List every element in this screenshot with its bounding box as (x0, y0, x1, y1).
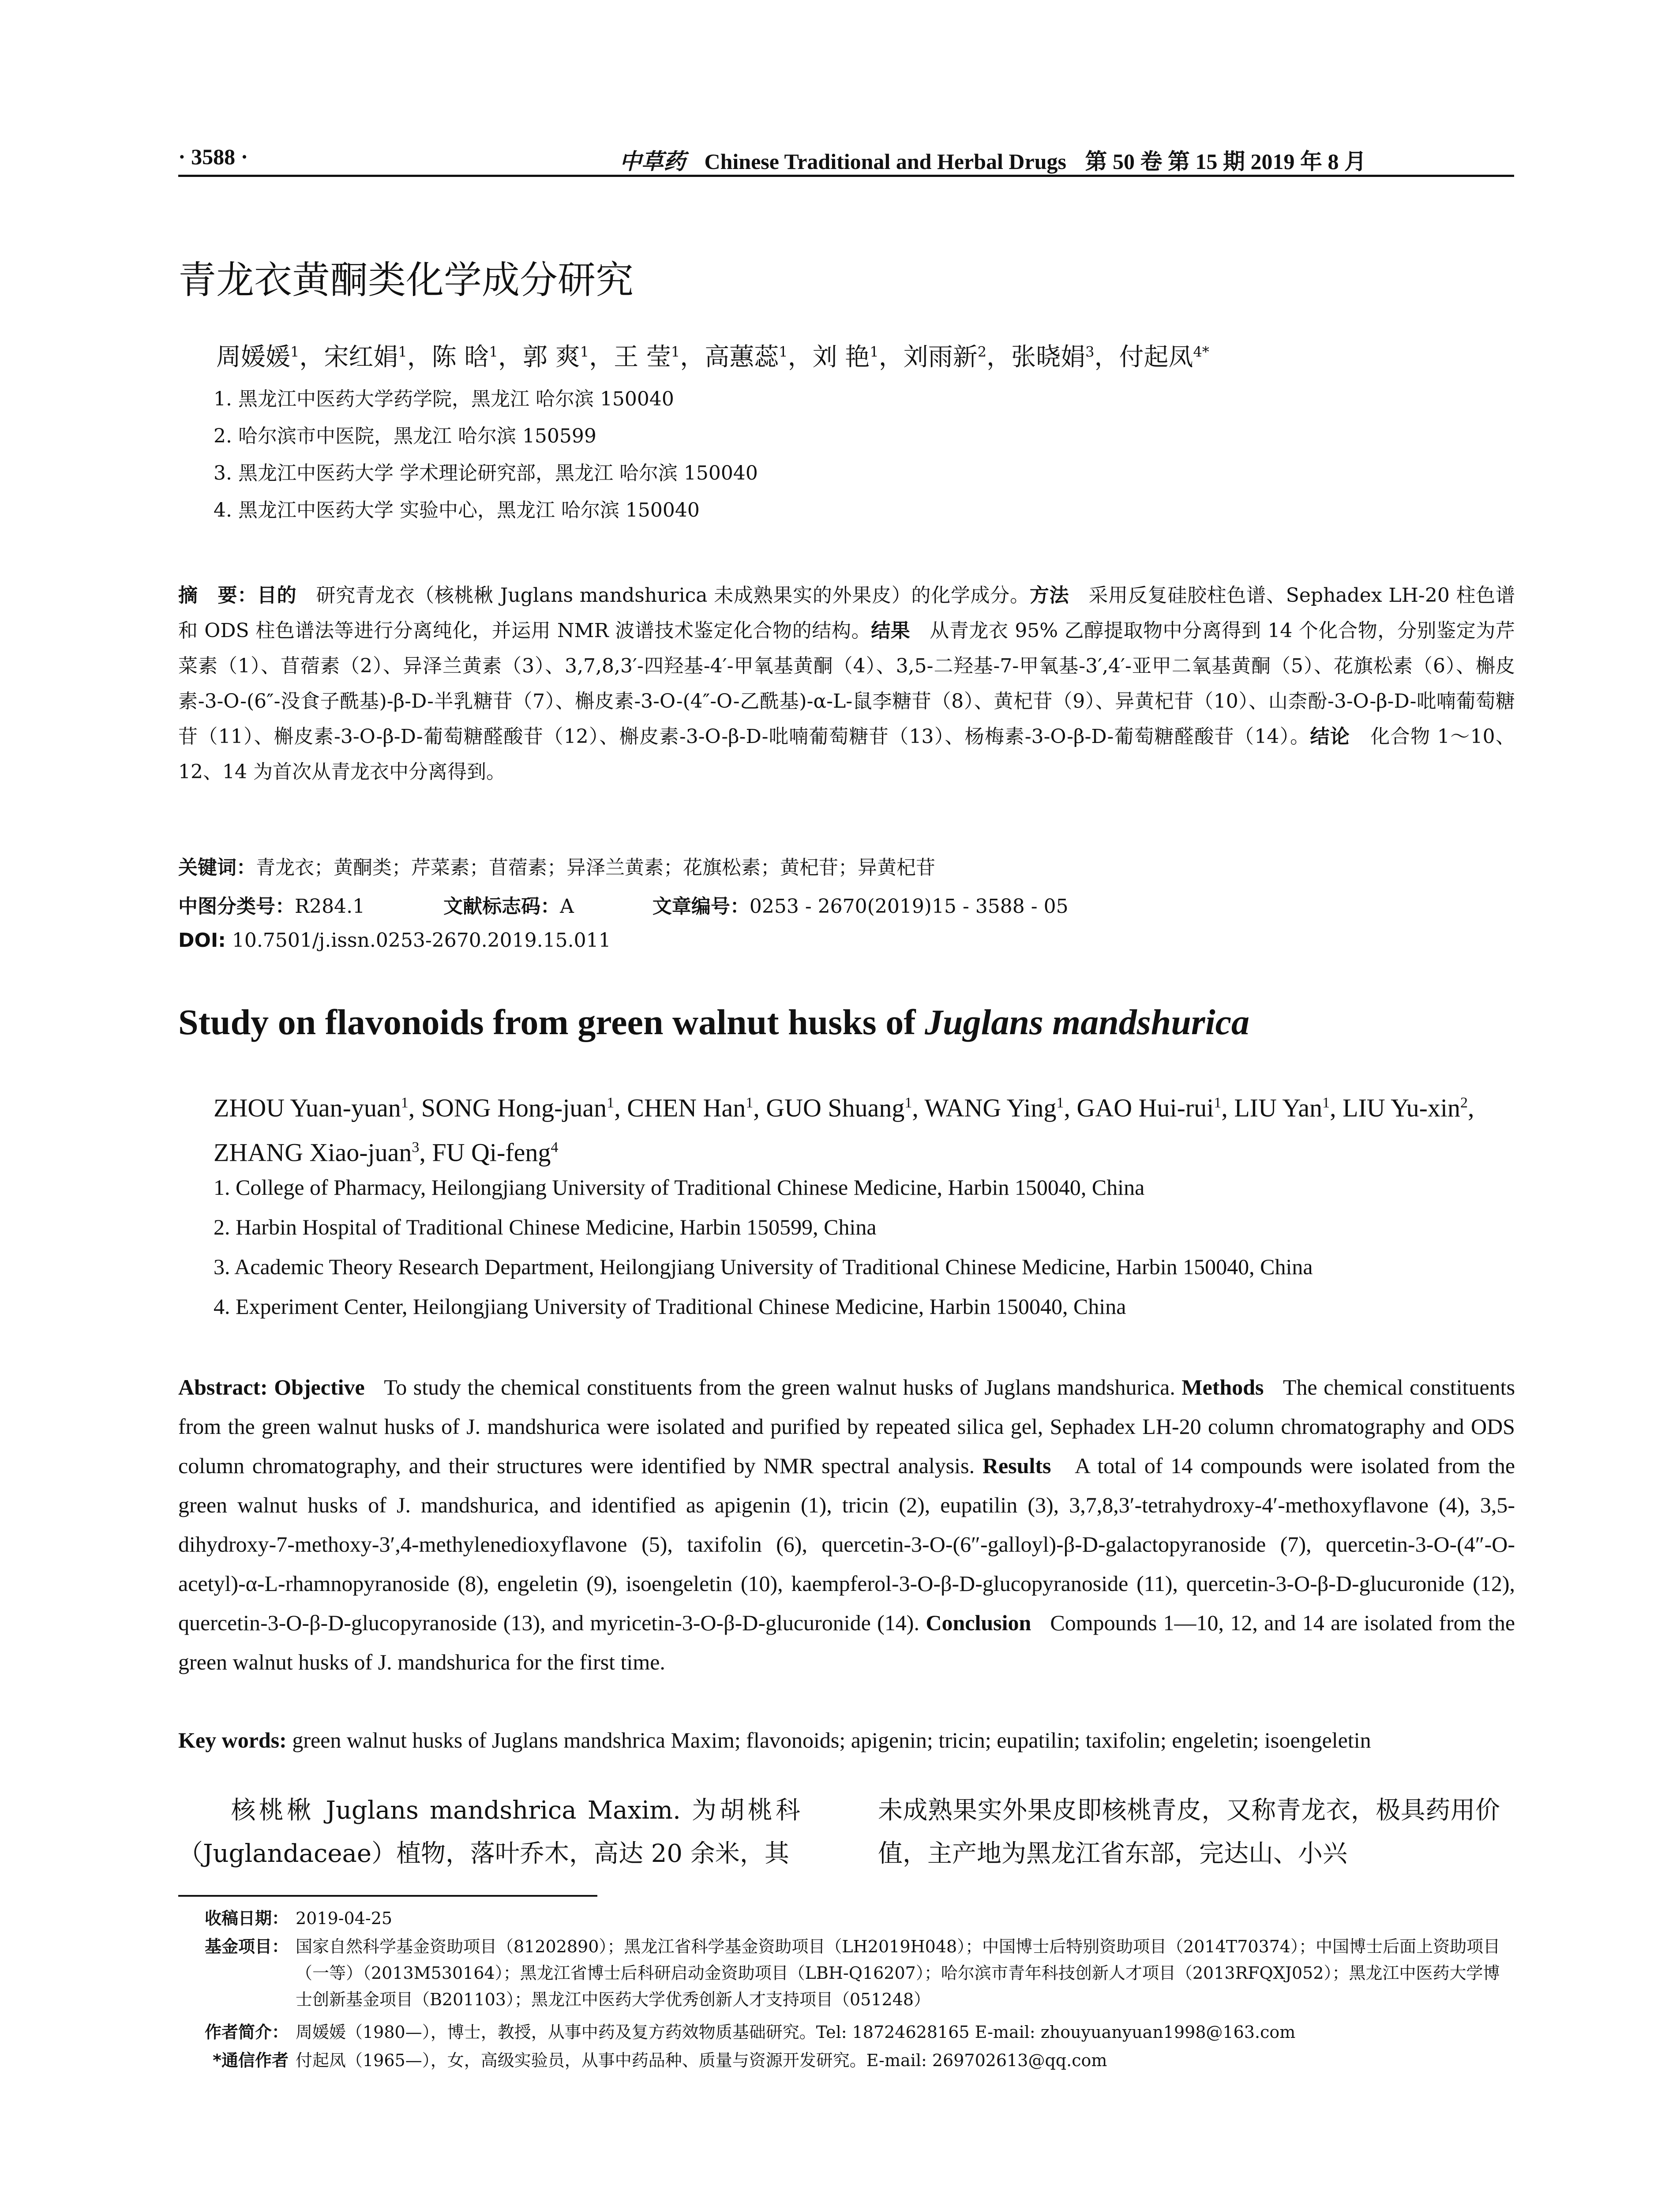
title-cn: 青龙衣黄酮类化学成分研究 (178, 258, 634, 302)
doi-label: DOI: (178, 929, 226, 952)
methods-label: 方法 (1029, 584, 1069, 607)
en-author-affiliation-mark: 1 (1214, 1095, 1222, 1111)
affiliation-en-3: 3. Academic Theory Research Department, Heilongjiang University of Traditional Chinese Medicine, Harbin 150040, China (214, 1254, 1313, 1279)
en-author: GUO Shuang (766, 1093, 905, 1122)
body-right-text: 未成熟果实外果皮即核桃青皮，又称青龙衣，极具药用价值，主产地为黑龙江省东部，完达山、小兴 (878, 1796, 1500, 1868)
cn-author-affiliation-mark: 4* (1193, 343, 1209, 360)
issue-info: 第 50 卷 第 15 期 2019 年 8 月 (1085, 149, 1366, 174)
cn-author: 张晓娟 (1011, 343, 1086, 371)
received-value: 2019-04-25 (296, 1909, 393, 1928)
author-bio-value: 周媛媛（1980—），博士，教授，从事中药及复方药效物质基础研究。Tel: 18724628165 E-mail: zhouyuanyuan1998@163.com (296, 2022, 1296, 2042)
journal-name-cn: 中草药 (619, 148, 686, 174)
en-author: LIU Yan (1234, 1093, 1323, 1122)
en-author-affiliation-mark: 1 (1322, 1095, 1330, 1111)
journal-info (619, 144, 1366, 176)
en-author: ZHOU Yuan-yuan (214, 1093, 401, 1122)
results-text: 从青龙衣 95% 乙醇提取物中分离得到 14 个化合物，分别鉴定为芹菜素（1）、苜蓿素（2）、异泽兰黄素（3）、3,7,8,3′-四羟基-4′-甲氧基黄酮（4）、3,5-二羟基-7-甲氧基-3′,4′-亚甲二氧基黄酮（5）、花旗松素（6）、槲皮素-3-O-(6″-没食子酰基)-β-D-半乳糖苷（7）、槲皮素-3-O-(4″-O-乙酰基)-α-L-鼠李糖苷（8）、黄杞苷（9）、异黄杞苷（10）、山柰酚-3-O-β-D-吡喃葡萄糖苷（11）、槲皮素-3-O-β-D-葡萄糖醛酸苷（12）、槲皮素-3-O-β-D-吡喃葡萄糖苷（13）、杨梅素-3-O-β-D-葡萄糖醛酸苷（14）。 (178, 619, 1515, 748)
keywords-cn (178, 852, 935, 880)
cn-author: 王 莹 (614, 343, 671, 371)
doc-code-value: A (560, 895, 574, 918)
keywords-en-label: Key words: (178, 1728, 287, 1752)
cn-author: 宋红娟 (324, 343, 398, 371)
footnote-corresponding (178, 2047, 1515, 2074)
classification-line (178, 890, 1069, 919)
methods-en-label: Methods (1181, 1375, 1264, 1399)
footnote-rule (178, 1895, 597, 1897)
conclusion-label: 结论 (1310, 725, 1350, 748)
cn-author: 高蕙蕊 (705, 343, 779, 371)
en-author-affiliation-mark: 1 (607, 1095, 615, 1111)
funding-value: 国家自然科学基金资助项目（81202890）；黑龙江省科学基金资助项目（LH2019H048）；中国博士后特别资助项目（2014T70374）；中国博士后面上资助项目（一等）（2013M530164）；黑龙江省博士后科研启动金资助项目（LBH-Q16207）；哈尔滨市青年科技创新人才项目（2013RFQXJ052）；黑龙江中医药大学博士创新基金项目（B201103）；黑龙江中医药大学优秀创新人才支持项目（051248） (296, 1937, 1500, 2009)
journal-name-en: Chinese Traditional and Herbal Drugs (704, 149, 1066, 174)
en-author: FU Qi-feng (432, 1138, 551, 1167)
cn-author-affiliation-mark: 1 (779, 343, 788, 360)
title-en-prefix: Study on flavonoids from green walnut husks of (178, 1002, 925, 1042)
keywords-en-text: green walnut husks of Juglans mandshrica Maxim; flavonoids; apigenin; tricin; eupatilin; taxifolin; engeletin; isoengeletin (292, 1728, 1371, 1752)
cn-author-affiliation-mark: 1 (489, 343, 498, 360)
en-author-affiliation-mark: 1 (904, 1095, 912, 1111)
cn-author: 郭 爽 (522, 343, 580, 371)
conclusion-en-label: Conclusion (926, 1610, 1031, 1635)
results-en-text: A total of 14 compounds were isolated from the green walnut husks of J. mandshurica, and identified as apigenin (1), tricin (2), eupatilin (3), 3,7,8,3′-tetrahydroxy-4′-methoxyflavone (4), 3,5-dihydroxy-7-methoxy-3′,4-methylenedioxyflavone (5), taxifolin (6), quercetin-3-O-(6″-galloyl)-β-D-galactopyranoside (7), quercetin-3-O-(4″-O-acetyl)-α-L-rhamnopyranoside (8), engeletin (9), isoengeletin (10), kaempferol-3-O-β-D-glucopyranoside (11), quercetin-3-O-β-D-glucuronide (12), quercetin-3-O-β-D-glucopyranoside (13), and myricetin-3-O-β-D-glucuronide (14). (178, 1453, 1515, 1635)
en-author: SONG Hong-juan (421, 1093, 607, 1122)
cn-author-affiliation-mark: 1 (290, 343, 300, 360)
cn-author: 周媛媛 (216, 343, 290, 371)
footnote-received (178, 1905, 1515, 1932)
article-number-value: 0253 - 2670(2019)15 - 3588 - 05 (749, 895, 1069, 918)
affiliation-cn-3: 3. 黑龙江中医药大学 学术理论研究部，黑龙江 哈尔滨 150040 (214, 462, 758, 484)
cn-author-affiliation-mark: 1 (870, 343, 879, 360)
body-column-left (178, 1789, 800, 1876)
cn-author-affiliation-mark: 2 (977, 343, 987, 360)
abstract-en (178, 1368, 1515, 1682)
cn-author-affiliation-mark: 1 (398, 343, 407, 360)
keywords-cn-text: 青龙衣；黄酮类；芹菜素；苜蓿素；异泽兰黄素；花旗松素；黄杞苷；异黄杞苷 (256, 856, 935, 879)
keywords-en (178, 1721, 1515, 1760)
author-bio-label: 作者简介： (204, 2022, 289, 2042)
objective-en-text: To study the chemical constituents from the green walnut husks of Juglans mandshurica. (384, 1375, 1175, 1399)
en-author: CHEN Han (627, 1093, 746, 1122)
cn-author-affiliation-mark: 3 (1085, 343, 1095, 360)
conclusion-text: 化合物 1～10、12、14 为首次从青龙衣中分离得到。 (178, 725, 1515, 783)
title-en (178, 1002, 1249, 1043)
body-left-text: 核桃楸 Juglans mandshrica Maxim. 为胡桃科（Juglandaceae）植物，落叶乔木，高达 20 余米，其 (178, 1796, 800, 1868)
abstract-cn (178, 578, 1515, 790)
results-label: 结果 (871, 619, 911, 642)
body-column-right (878, 1789, 1500, 1876)
footnote-funding (178, 1933, 1515, 2017)
cn-author: 付起凤 (1119, 343, 1193, 371)
en-author: LIU Yu-xin (1342, 1093, 1461, 1122)
en-author-affiliation-mark: 1 (1056, 1095, 1064, 1111)
en-author-affiliation-mark: 1 (746, 1095, 754, 1111)
en-author-affiliation-mark: 2 (1460, 1095, 1468, 1111)
article-number-label: 文章编号： (652, 895, 750, 918)
cn-author: 陈 晗 (431, 343, 489, 371)
en-author: ZHANG Xiao-juan (214, 1138, 412, 1167)
clc-label: 中图分类号： (178, 895, 295, 918)
doc-code-label: 文献标志码： (443, 895, 560, 918)
running-header (178, 141, 1514, 177)
corresponding-label: *通信作者 (213, 2051, 289, 2070)
en-author: GAO Hui-rui (1076, 1093, 1214, 1122)
cn-author: 刘 艳 (812, 343, 870, 371)
objective-label: 目的 (257, 584, 297, 607)
affiliation-en-1: 1. College of Pharmacy, Heilongjiang University of Traditional Chinese Medicine, Harbin 150040, China (214, 1175, 1145, 1200)
doi-line (178, 929, 611, 952)
received-label: 收稿日期： (204, 1909, 289, 1928)
affiliation-en-4: 4. Experiment Center, Heilongjiang University of Traditional Chinese Medicine, Harbin 150040, China (214, 1294, 1126, 1319)
cn-author-affiliation-mark: 1 (580, 343, 589, 360)
page-number: · 3588 · (178, 144, 248, 169)
methods-en-text: The chemical constituents from the green walnut husks of J. mandshurica were isolated and purified by repeated silica gel, Sephadex LH-20 column chromatography and ODS column chromatography, and their structures were identified by NMR spectral analysis. (178, 1375, 1515, 1478)
affiliation-en-2: 2. Harbin Hospital of Traditional Chinese Medicine, Harbin 150599, China (214, 1215, 877, 1239)
authors-cn: 周媛媛$^1$，宋红娟$^1$，陈 晗$^1$，郭 爽$^1$，王 莹$^1$，高蕙蕊$^1$，刘 艳$^1$，刘雨新$^2$，张晓娟$^3$，付起凤$^{4*}$ (216, 343, 1209, 371)
funding-label: 基金项目： (204, 1937, 289, 1956)
cn-author-affiliation-mark: 1 (671, 343, 680, 360)
keywords-cn-label: 关键词： (178, 856, 256, 879)
affiliation-cn-4: 4. 黑龙江中医药大学 实验中心，黑龙江 哈尔滨 150040 (214, 499, 700, 521)
authors-en: ZHOU Yuan-yuan$^1$, SONG Hong-juan$^1$, CHEN Han$^1$, GUO Shuang$^1$, WANG Ying$^1$, GAO Hui-rui$^1$, LIU Yan$^1$, LIU Yu-xin$^2$, ZHANG Xiao-juan$^3$, FU Qi-feng$^4$ (214, 1093, 1474, 1167)
en-author-affiliation-mark: 3 (412, 1139, 420, 1156)
cn-author: 刘雨新 (903, 343, 978, 371)
title-en-species: Juglans mandshurica (925, 1002, 1250, 1042)
affiliation-cn-1: 1. 黑龙江中医药大学药学院，黑龙江 哈尔滨 150040 (214, 388, 674, 410)
footnote-author-bio (178, 2019, 1515, 2045)
results-en-label: Results (982, 1453, 1051, 1478)
conclusion-en-text: Compounds 1—10, 12, and 14 are isolated from the green walnut husks of J. mandshurica for the first time. (178, 1610, 1515, 1674)
corresponding-value: 付起凤（1965—），女，高级实验员，从事中药品种、质量与资源开发研究。E-mail: 269702613@qq.com (296, 2051, 1107, 2070)
affiliation-cn-2: 2. 哈尔滨市中医院，黑龙江 哈尔滨 150599 (214, 425, 596, 447)
en-author-affiliation-mark: 1 (401, 1095, 409, 1111)
abstract-en-label: Abstract: Objective (178, 1375, 365, 1399)
en-author: WANG Ying (924, 1093, 1057, 1122)
objective-text: 研究青龙衣（核桃楸 Juglans mandshurica 未成熟果实的外果皮）的化学成分。 (316, 584, 1030, 607)
abstract-cn-label: 摘 要： (178, 584, 257, 607)
methods-text: 采用反复硅胶柱色谱、Sephadex LH-20 柱色谱和 ODS 柱色谱法等进行分离纯化，并运用 NMR 波谱技术鉴定化合物的结构。 (178, 584, 1515, 642)
doi-value[interactable]: 10.7501/j.issn.0253-2670.2019.15.011 (232, 929, 611, 952)
clc-value: R284.1 (295, 895, 365, 918)
en-author-affiliation-mark: 4 (551, 1139, 559, 1156)
